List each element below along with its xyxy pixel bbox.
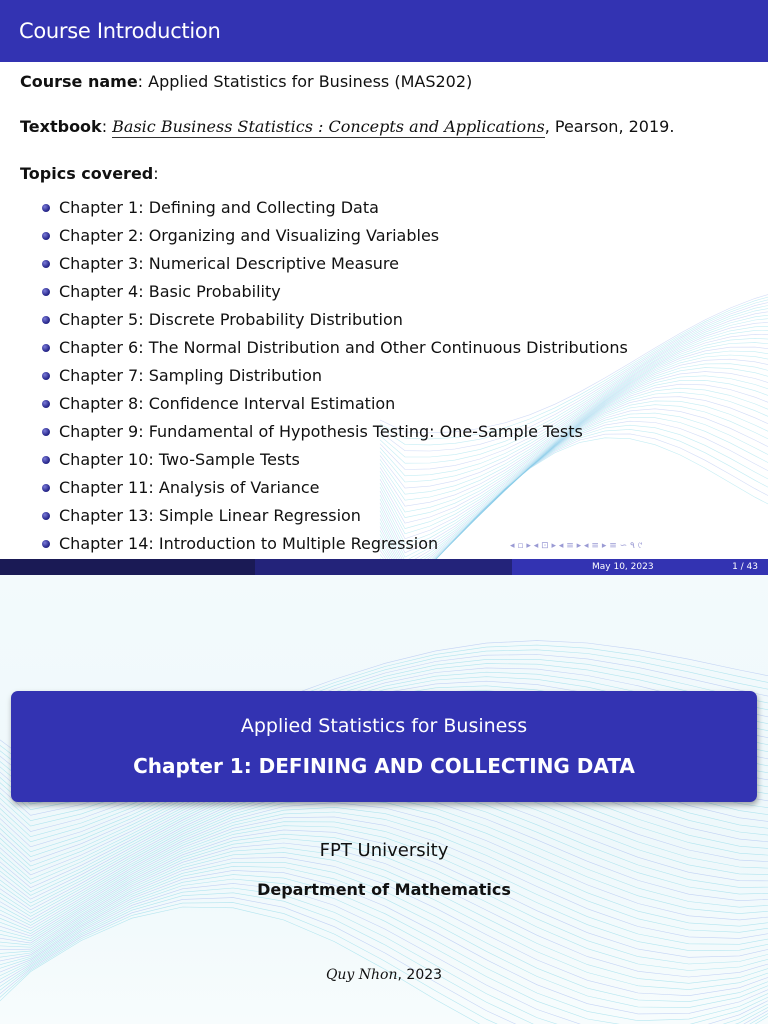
- topic-text: Chapter 10: Two-Sample Tests: [59, 450, 300, 469]
- list-item: [42, 418, 628, 446]
- list-item: [42, 362, 628, 390]
- textbook-label: Textbook: [20, 117, 102, 136]
- title-block: [11, 691, 757, 802]
- textbook-title-link[interactable]: Basic Business Statistics : Concepts and Applications: [112, 117, 545, 136]
- wave-line: [0, 817, 768, 939]
- course-name-line: [20, 72, 472, 91]
- author: FPT University: [319, 840, 449, 861]
- textbook-colon: :: [101, 117, 113, 136]
- topics-label: Topics covered: [20, 164, 154, 183]
- wave-line: [0, 798, 768, 925]
- footer-page-number: 1 / 43: [732, 562, 758, 572]
- list-item: [42, 250, 628, 278]
- list-item: [42, 306, 628, 334]
- topic-text: Chapter 11: Analysis of Variance: [59, 478, 320, 497]
- bullet-ball-icon: [42, 456, 50, 464]
- list-item: [42, 390, 628, 418]
- topic-text: Chapter 2: Organizing and Visualizing Variables: [59, 226, 440, 245]
- title-date: [0, 967, 768, 983]
- wave-line: [0, 803, 768, 929]
- course-name-value: : Applied Statistics for Business (MAS202): [137, 72, 473, 91]
- topic-text: Chapter 4: Basic Probability: [59, 282, 281, 301]
- bullet-ball-icon: [42, 232, 50, 240]
- wave-line: [0, 883, 768, 1024]
- bullet-ball-icon: [42, 260, 50, 268]
- bullet-ball-icon: [42, 484, 50, 492]
- list-item: [42, 502, 628, 530]
- topic-text: Chapter 1: Defining and Collecting Data: [59, 198, 379, 217]
- bullet-ball-icon: [42, 204, 50, 212]
- wave-line: [0, 903, 768, 1024]
- course-name-label: Course name: [20, 72, 138, 91]
- wave-line: [0, 898, 768, 1024]
- beamer-navigation-icons[interactable]: ◂ ▫ ▸ ◂ ⊡ ▸ ◂ ≡ ▸ ◂ ≡ ▸ ≡ ∽ ۹ ୯: [510, 541, 644, 551]
- topic-text: Chapter 7: Sampling Distribution: [59, 366, 323, 385]
- topics-colon: :: [153, 164, 159, 183]
- textbook-line: [20, 117, 674, 136]
- bullet-ball-icon: [42, 316, 50, 324]
- list-item: [42, 194, 628, 222]
- footer-title-section: [255, 559, 512, 575]
- bullet-ball-icon: [42, 400, 50, 408]
- topic-text: Chapter 8: Confidence Interval Estimation: [59, 394, 396, 413]
- bullet-ball-icon: [42, 512, 50, 520]
- bullet-ball-icon: [42, 288, 50, 296]
- topic-text: Chapter 6: The Normal Distribution and Other Continuous Distributions: [59, 338, 628, 357]
- wave-line: [0, 812, 768, 934]
- topics-heading: [20, 164, 159, 183]
- wave-line: [0, 893, 768, 1024]
- wave-line: [0, 907, 768, 1024]
- frame-title: Course Introduction: [0, 0, 768, 62]
- footer-bar: [0, 559, 768, 575]
- institute: Department of Mathematics: [257, 880, 511, 899]
- chapter-title: Chapter 1: DEFINING AND COLLECTING DATA: [133, 754, 635, 778]
- wave-line: [0, 843, 768, 977]
- topic-text: Chapter 3: Numerical Descriptive Measure: [59, 254, 399, 273]
- topic-text: Chapter 14: Introduction to Multiple Regression: [59, 534, 439, 553]
- list-item: [42, 222, 628, 250]
- list-item: [42, 446, 628, 474]
- place-name: Quy Nhon: [325, 967, 398, 983]
- wave-line: [0, 879, 768, 1024]
- bullet-ball-icon: [42, 344, 50, 352]
- course-title: Applied Statistics for Business: [240, 715, 528, 737]
- footer-date-section: [512, 559, 768, 575]
- bullet-ball-icon: [42, 372, 50, 380]
- list-item: [42, 278, 628, 306]
- topic-text: Chapter 9: Fundamental of Hypothesis Testing: One-Sample Tests: [59, 422, 583, 441]
- bullet-ball-icon: [42, 428, 50, 436]
- footer-date: May 10, 2023: [592, 562, 654, 572]
- slide-title-page: [0, 575, 768, 1024]
- footer-author-section: [0, 559, 255, 575]
- topics-list: [42, 194, 628, 558]
- bullet-ball-icon: [42, 540, 50, 548]
- list-item: [42, 334, 628, 362]
- wave-line: [0, 848, 768, 984]
- wave-line: [0, 807, 768, 931]
- textbook-publisher: , Pearson, 2019.: [544, 117, 675, 136]
- wave-line: [0, 888, 768, 1024]
- topic-text: Chapter 13: Simple Linear Regression: [59, 506, 361, 525]
- topic-text: Chapter 5: Discrete Probability Distribution: [59, 310, 403, 329]
- list-item: [42, 474, 628, 502]
- year: , 2023: [397, 967, 443, 983]
